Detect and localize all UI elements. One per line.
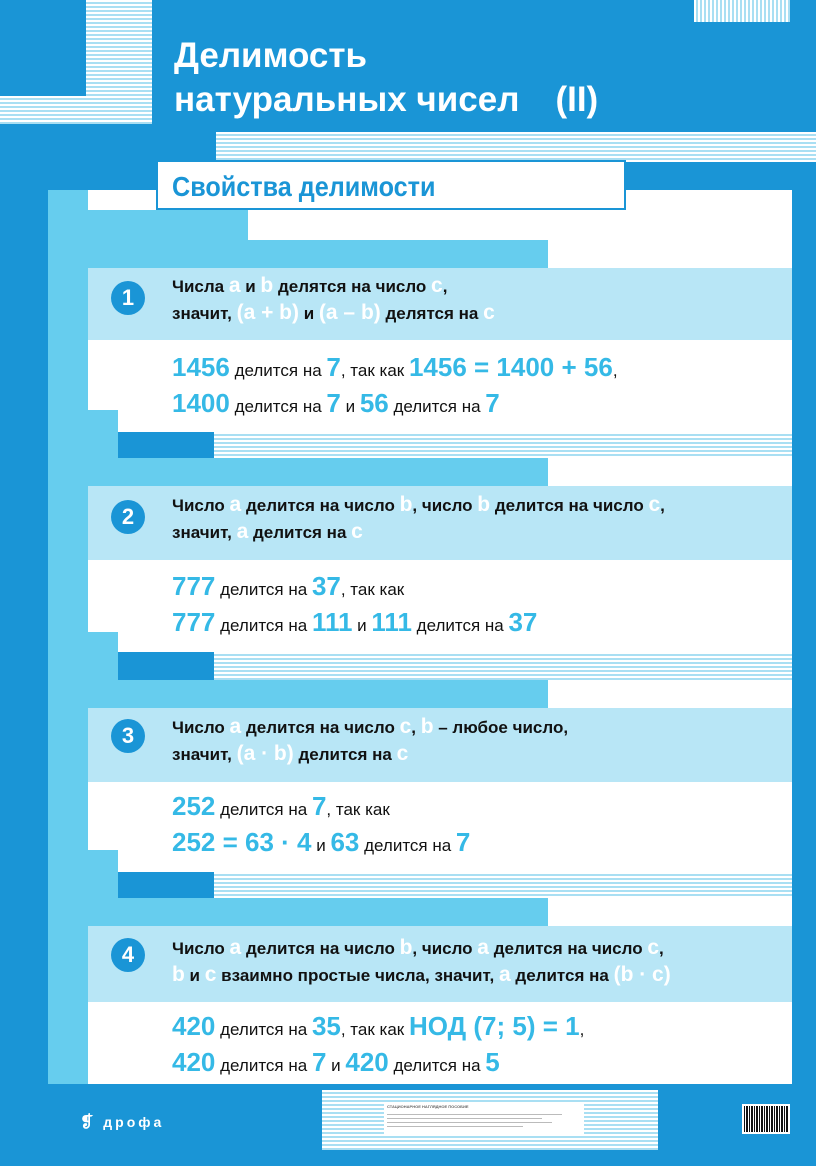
decor-stripes <box>214 432 792 458</box>
rule-4-example: 420 делится на 35, так как НОД (7; 5) = 1, 420 делится на 7 и 420 делится на 5 <box>172 1011 585 1077</box>
title-line-2: натуральных чисел (II) <box>174 80 599 119</box>
decor-stripes <box>214 652 792 680</box>
decor-bar <box>118 872 214 898</box>
rule-3-number: 3 <box>111 719 145 753</box>
rule-2-example: 777 делится на 37, так как 777 делится на 111 и 111 делится на 37 <box>172 571 538 637</box>
rule-1-text: Числа a и b делятся на число c, значит, (a + b) и (a – b) делятся на c <box>172 274 495 324</box>
decor-bar <box>118 652 214 680</box>
left-accent-bar <box>48 190 88 1110</box>
barcode <box>742 1104 790 1134</box>
footer-info-title: СТАЦИОНАРНОЕ НАГЛЯДНОЕ ПОСОБИЕ <box>387 1104 469 1109</box>
decor-bar <box>48 898 548 926</box>
page-title <box>174 34 598 122</box>
decor-bar <box>88 850 118 898</box>
rule-1-number: 1 <box>111 281 145 315</box>
decor-bar <box>48 458 548 486</box>
rule-2-number: 2 <box>111 500 145 534</box>
decor-stripes-top-right <box>694 0 790 22</box>
decor-bar <box>88 410 118 458</box>
rule-4-number: 4 <box>111 938 145 972</box>
decor-stripes-top-band <box>0 96 152 124</box>
decor-bar <box>48 680 548 708</box>
rule-3-text: Число a делится на число c, b – любое число, значит, (a · b) делится на c <box>172 715 569 765</box>
decor-bar <box>88 210 248 240</box>
rule-2-text: Число a делится на число b, число b делится на число c, значит, a делится на c <box>172 493 665 543</box>
barcode-bars <box>744 1106 788 1132</box>
decor-stripes <box>214 872 792 898</box>
footer-info-lines <box>384 1114 584 1127</box>
logo-icon: ❡ <box>80 1114 97 1131</box>
decor-stripes-title-band <box>216 132 816 162</box>
publisher-logo: ❡ дрофа <box>80 1114 165 1131</box>
title-line-1: Делимость <box>174 36 368 75</box>
footer-info-box <box>384 1102 584 1136</box>
right-accent-bar <box>792 190 816 1110</box>
decor-bar <box>88 240 548 268</box>
decor-bar <box>88 632 118 680</box>
rule-3-example: 252 делится на 7, так как 252 = 63 · 4 и 63 делится на 7 <box>172 791 471 857</box>
rule-4-text: Число a делится на число b, число a делится на число c, b и c взаимно простые числа, значит, a делится на (b · c) <box>172 936 671 986</box>
title-part: (II) <box>555 80 599 119</box>
rule-1-example: 1456 делится на 7, так как 1456 = 1400 + 56, 1400 делится на 7 и 56 делится на 7 <box>172 352 618 418</box>
decor-bar <box>118 432 214 458</box>
subtitle: Свойства делимости <box>172 171 436 202</box>
